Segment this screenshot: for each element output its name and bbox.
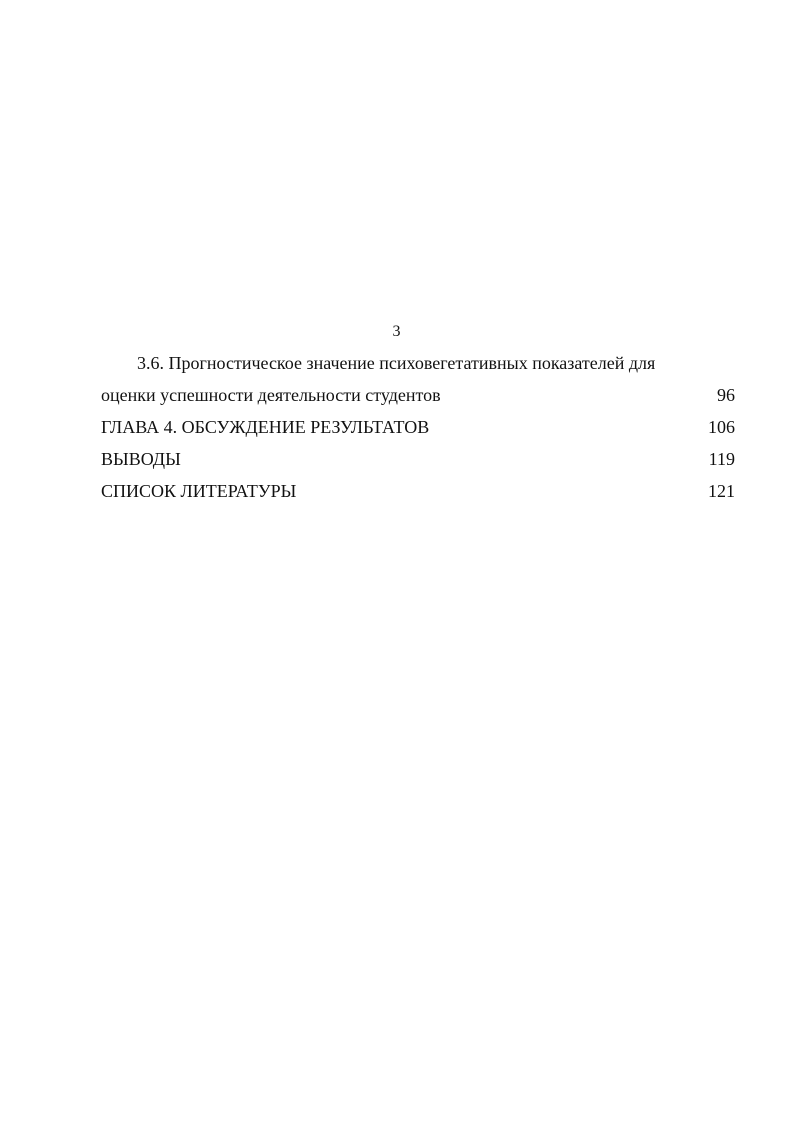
toc-entry-references-title: СПИСОК ЛИТЕРАТУРЫ bbox=[101, 481, 297, 501]
toc-entry-references-page: 121 bbox=[708, 481, 735, 501]
toc-entry-chapter-4-title: ГЛАВА 4. ОБСУЖДЕНИЕ РЕЗУЛЬТАТОВ bbox=[101, 417, 430, 437]
toc-entry-references bbox=[101, 475, 735, 507]
toc-entry-chapter-4 bbox=[101, 411, 735, 443]
toc-entry-conclusions-page: 119 bbox=[708, 449, 735, 469]
toc-entry-3-6-line2 bbox=[101, 379, 735, 411]
toc-entry-3-6-title-line1: 3.6. Прогностическое значение психовегетативных показателей для bbox=[137, 353, 656, 373]
table-of-contents bbox=[101, 347, 735, 507]
toc-entry-3-6-title-line2: оценки успешности деятельности студентов bbox=[101, 385, 441, 405]
toc-entry-chapter-4-page: 106 bbox=[708, 417, 735, 437]
toc-entry-3-6-page: 96 bbox=[717, 385, 735, 405]
toc-entry-conclusions bbox=[101, 443, 735, 475]
page-number: 3 bbox=[392, 323, 401, 340]
toc-entry-3-6-line1 bbox=[101, 347, 735, 379]
toc-entry-conclusions-title: ВЫВОДЫ bbox=[101, 449, 181, 469]
